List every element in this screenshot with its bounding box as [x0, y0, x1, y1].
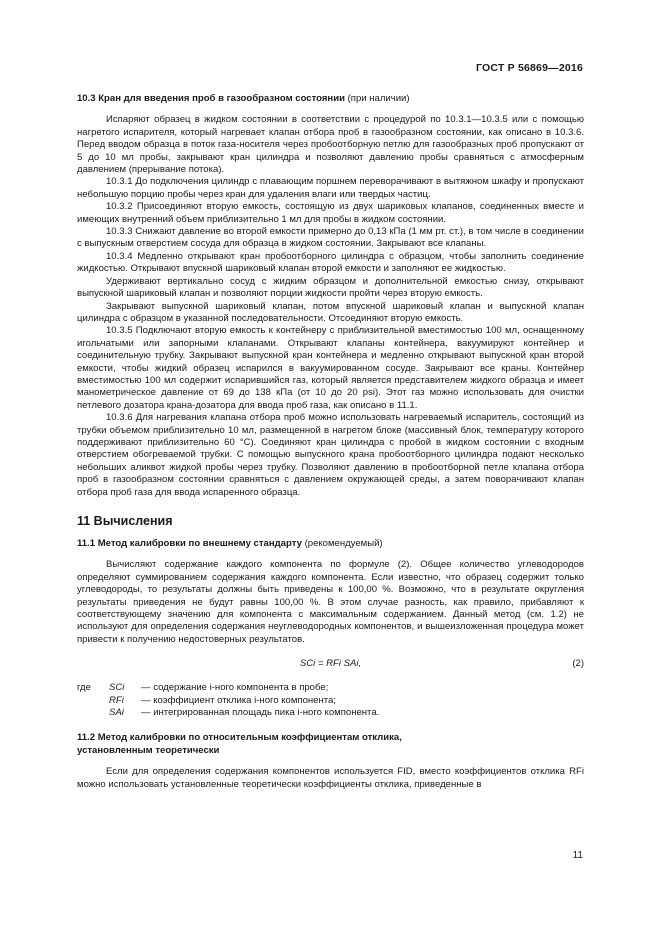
section-10-3-heading [77, 93, 584, 105]
formula-2-number: (2) [572, 658, 584, 670]
section-10-3-title: 10.3 Кран для введения проб в газообразном состоянии [77, 93, 345, 104]
legend-row [77, 707, 584, 719]
page-content [77, 93, 584, 791]
section-11-heading: 11 Вычисления [77, 514, 173, 528]
paragraph-10-3-1: 10.3.1 До подключения цилиндр с плавающим поршнем переворачивают в вытяжном шкафу и пропускают небольшую порцию пробы через кран для удаления влаги или твердых частиц. [77, 176, 584, 200]
paragraph-10-3-5: 10.3.5 Подключают вторую емкость к контейнеру с приблизительной вместимостью 100 мл, оснащенному игольчатыми или запорными клапанами. Открывают клапаны контейнера, вакуумируют контейнер и соединительную трубку. Закрывают выпускной кран контейнера и медленно открывают выпускной кран второй емкости, чтобы жидкий образец испарился в вакуумированном сосуде. Закрывают все краны. Контейнер вместимостью 100 мл содержит испарившийся газ, который является представителем жидкого образца и имеет манометрическое давление от 69 до 138 кПа (от 10 до 20 psi). Этот газ можно использовать для очистки петлевого дозатора крана-дозатора для ввода проб газа, как описано в 11.1. [77, 325, 584, 411]
section-11-2-title-line-1: 11.2 Метод калибровки по относительным коэффициентам отклика, [77, 732, 402, 744]
paragraph-10-3-2: 10.3.2 Присоединяют вторую емкость, состоящую из двух шариковых клапанов, соединенных вместе и имеющих внутренний объем приблизительно 1 мл для пробы в жидком состоянии. [77, 201, 584, 225]
legend-spacer [77, 707, 109, 719]
paragraph-10-3-6: 10.3.6 Для нагревания клапана отбора проб можно использовать нагреваемый испаритель, состоящий из трубки объемом приблизительно 10 мл, размещенной в нагретом блоке (массивный блок, температуру которого поддерживают приблизительно 60 °С). Соединяют кран цилиндра с пробой в жидком состоянии с входным отверстием обогреваемой трубки. С помощью выпускного крана пробоотборного цилиндра подают несколько небольших аликвот жидкой пробы через трубку. Позволяют давлению в пробоотборной петле клапана отбора проб в газообразном состоянии сравняться с давлением окружающей среды, а затем поворачивают клапан отбора проб газа для ввода испаренного образца. [77, 412, 584, 498]
section-11-2-title-line-2: установленным теоретически [77, 744, 220, 756]
standard-header: ГОСТ Р 56869—2016 [475, 62, 583, 74]
page-number: 11 [572, 850, 583, 861]
section-11-1-heading [77, 538, 584, 550]
paragraph-10-3-4: 10.3.4 Медленно открывают кран пробоотборного цилиндра с образцом, чтобы заполнить соединение жидкостью. Открывают впускной шариковый клапан второй емкости и заполняют ее жидкостью. [77, 250, 584, 275]
legend-row [77, 695, 584, 707]
paragraph-11-1: Вычисляют содержание каждого компонента по формуле (2). Общее количество углеводородов определяют суммированием содержания каждого компонента. Если известно, что образец содержит только углеводороды, то результаты должны быть приведены к 100,00 %. Возможно, что в результате округления результаты приведения не будут равны 100,00 %. В этом случае разность, как правило, прибавляют к соответствующему значению для компонента с максимальным содержанием. Данный метод (см. 1.2) не используют для определения содержания неуглеводородных компонентов, и вышеизложенная процедура может привести к получению недостоверных результатов. [77, 559, 584, 645]
paragraph-11-2: Если для определения содержания компонентов используется FID, вместо коэффициентов отклика RFi можно использовать установленные теоретически коэффициенты отклика, приведенные в [77, 766, 584, 790]
paragraph-10-3-4-c: Закрывают выпускной шариковый клапан, потом впускной шариковый клапан и выпускной клапан цилиндра с образцом в указанной последовательности. Отсоединяют вторую емкость. [77, 300, 584, 324]
section-10-3-note: (при наличии) [344, 93, 410, 104]
legend-row [77, 682, 584, 694]
paragraph-10-3-3: 10.3.3 Снижают давление во второй емкости примерно до 0,13 кПа (1 мм рт. ст.), в том числе в соединении с выпускным отверстием сосуда для образца в жидком состоянии. Закрывают все клапаны. [77, 226, 584, 250]
legend-symbol: SCi [109, 682, 125, 694]
legend-symbol: RFi [109, 694, 124, 706]
paragraph-10-3-intro: Испаряют образец в жидком состоянии в соответствии с процедурой по 10.3.1—10.3.5 или с помощью нагретого испарителя, который нагревает клапан отбора проб в газообразном состоянии, как описано в 10.3.6. Перед вводом образца в поток газа-носителя через пробоотборную петлю для газообразных проб пропускают от 5 до 10 мл пробы, закрывают кран цилиндра и позволяют давлению пробы сравняться с атмосферным давлением (прерывание потока). [77, 114, 584, 176]
legend-spacer [77, 695, 109, 707]
formula-2: SCi = RFi SAi, [299, 658, 362, 670]
legend-description: — интегрированная площадь пика i-ного компонента. [141, 707, 380, 719]
paragraph-10-3-4-b: Удерживают вертикально сосуд с жидким образцом и дополнительной емкостью снизу, открывают выпускной шариковый клапан и позволяют порции жидкости пройти через вторую емкость. [77, 275, 584, 300]
legend-description: — содержание i-ного компонента в пробе; [141, 682, 329, 694]
section-11-1-title: 11.1 Метод калибровки по внешнему стандарту [77, 538, 302, 549]
legend-where-word: где [77, 682, 91, 694]
formula-2-row [77, 658, 584, 674]
formula-legend [77, 682, 584, 719]
legend-symbol: SAi [109, 707, 124, 719]
legend-description: — коэффициент отклика i-ного компонента; [141, 694, 336, 706]
section-11-2-heading [77, 732, 584, 757]
section-11-1-note: (рекомендуемый) [301, 538, 383, 549]
